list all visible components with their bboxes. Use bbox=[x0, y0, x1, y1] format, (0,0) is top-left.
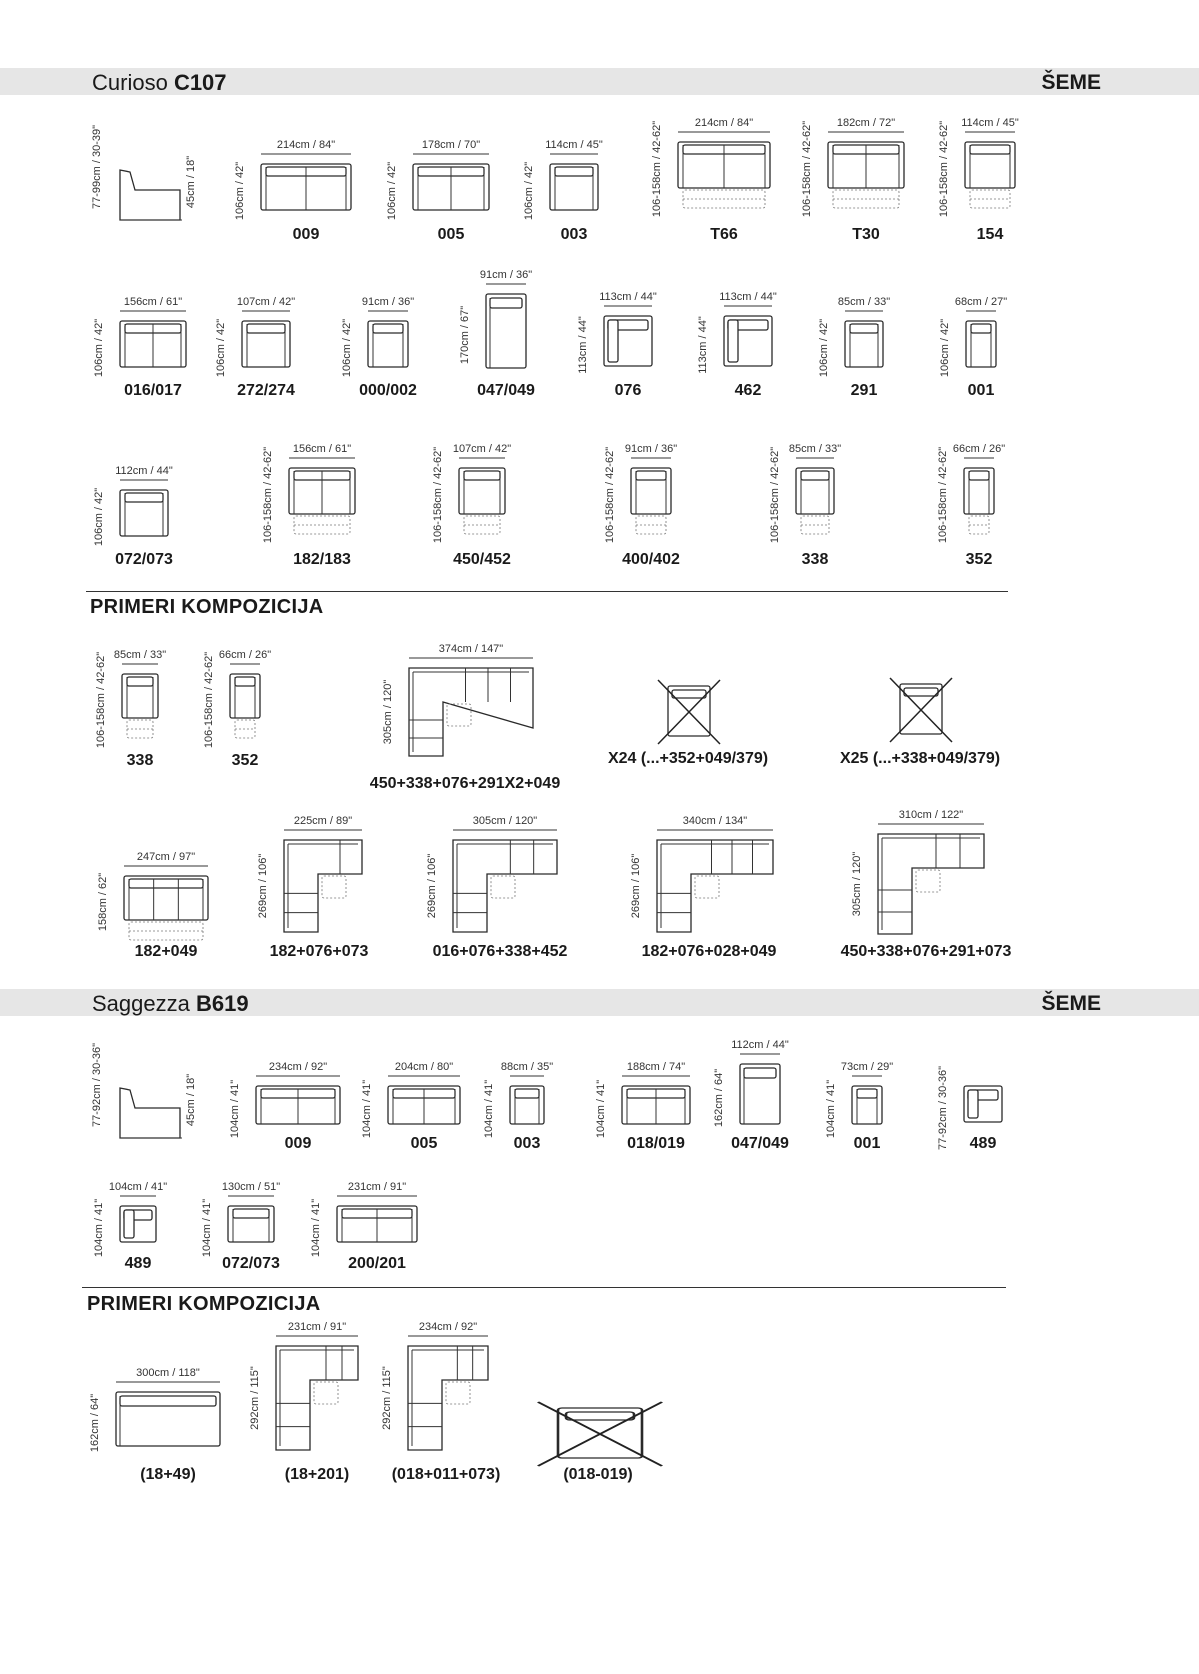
height-dimension: 269cm / 106" bbox=[630, 853, 642, 919]
module-code: 352 bbox=[231, 752, 259, 769]
width-dimension: 310cm / 122" bbox=[898, 809, 964, 821]
composition-plan bbox=[380, 1320, 500, 1464]
width-dimension: 73cm / 29" bbox=[840, 1061, 894, 1073]
width-dimension: 85cm / 33" bbox=[837, 296, 891, 308]
module-code: 072/073 bbox=[115, 551, 173, 568]
module-drawing bbox=[522, 136, 610, 232]
composition-drawing bbox=[381, 642, 545, 770]
module-code: 005 bbox=[410, 1135, 438, 1152]
module-code: 200/201 bbox=[348, 1255, 406, 1272]
module-489 bbox=[936, 1058, 1014, 1151]
module-462 bbox=[696, 288, 784, 388]
width-dimension: 300cm / 118" bbox=[136, 1367, 200, 1379]
curioso-model: C107 bbox=[173, 70, 227, 95]
height-dimension: 106cm / 42" bbox=[386, 161, 398, 221]
module-drawing bbox=[936, 1058, 1014, 1151]
module-drawing bbox=[88, 1364, 232, 1468]
height-dimension: 158cm / 62" bbox=[97, 872, 109, 932]
composition-drawing bbox=[850, 808, 996, 948]
width-dimension: 234cm / 92" bbox=[418, 1321, 478, 1333]
module-drawing bbox=[309, 1178, 429, 1264]
composition-plan bbox=[248, 1320, 370, 1464]
height-dimension: 104cm / 41" bbox=[595, 1079, 607, 1139]
module-code: 352 bbox=[965, 551, 993, 568]
width-dimension: 104cm / 41" bbox=[108, 1181, 168, 1193]
module-code: 005 bbox=[437, 226, 465, 243]
width-dimension: 85cm / 33" bbox=[113, 649, 167, 661]
module-code: 450/452 bbox=[453, 551, 511, 568]
height-dimension: 106cm / 42" bbox=[215, 318, 227, 378]
module-drawing bbox=[228, 1058, 352, 1146]
module-drawing bbox=[92, 293, 198, 389]
composition-plan bbox=[256, 814, 374, 946]
width-dimension: 66cm / 26" bbox=[952, 443, 1006, 455]
composition-code: 016+076+338+452 bbox=[432, 943, 568, 960]
module-drawing bbox=[603, 440, 683, 544]
height-dimension: 106-158cm / 42-62" bbox=[95, 651, 107, 749]
module-code: 001 bbox=[853, 1135, 881, 1152]
curioso-seme-label: ŠEME bbox=[1041, 71, 1101, 94]
module-T30 bbox=[800, 114, 916, 218]
width-dimension: 113cm / 44" bbox=[599, 291, 657, 303]
module-drawing bbox=[824, 1058, 894, 1146]
composition-code: X24 (...+352+049/379) bbox=[607, 750, 769, 767]
height-dimension: 106-158cm / 42-62" bbox=[604, 446, 616, 544]
curioso-header-bar bbox=[0, 68, 1199, 95]
height-dimension: 106cm / 42" bbox=[234, 161, 246, 221]
module-182-049 bbox=[96, 848, 220, 942]
composition-code: 450+338+076+291X2+049 bbox=[369, 775, 561, 792]
composition-code: (018-019) bbox=[563, 1466, 633, 1483]
height-dimension: 106cm / 42" bbox=[341, 318, 353, 378]
width-dimension: 114cm / 45" bbox=[961, 117, 1019, 129]
height-dimension: 113cm / 44" bbox=[577, 316, 589, 374]
height-dimension: 170cm / 67" bbox=[459, 305, 471, 365]
composition-plan bbox=[425, 814, 569, 946]
profile-height-dimension: 77-99cm / 30-39" bbox=[91, 124, 103, 210]
module-drawing bbox=[482, 1058, 556, 1146]
module--18-49- bbox=[88, 1364, 232, 1468]
module-code: 291 bbox=[850, 382, 878, 399]
width-dimension: 107cm / 42" bbox=[236, 296, 296, 308]
module-drawing bbox=[937, 114, 1027, 218]
module-code: 462 bbox=[734, 382, 762, 399]
module-047-049 bbox=[458, 266, 538, 390]
width-dimension: 113cm / 44" bbox=[719, 291, 777, 303]
width-dimension: 91cm / 36" bbox=[479, 269, 533, 281]
module-450-452 bbox=[431, 440, 517, 544]
module-code: (18+49) bbox=[140, 1466, 196, 1483]
height-dimension: 106-158cm / 42-62" bbox=[801, 120, 813, 218]
height-dimension: 77-92cm / 30-36" bbox=[937, 1065, 949, 1151]
composition-code: 450+338+076+291+073 bbox=[840, 943, 1012, 960]
composition-code: (018+011+073) bbox=[391, 1466, 501, 1483]
module-code: 400/402 bbox=[622, 551, 680, 568]
width-dimension: 68cm / 27" bbox=[954, 296, 1008, 308]
module-338 bbox=[768, 440, 846, 544]
height-dimension: 292cm / 115" bbox=[381, 1366, 393, 1430]
module-352 bbox=[202, 646, 272, 749]
module-code: 016/017 bbox=[124, 382, 182, 399]
height-dimension: 106-158cm / 42-62" bbox=[203, 651, 215, 749]
module-drawing bbox=[385, 136, 501, 232]
module-code: 338 bbox=[801, 551, 829, 568]
crossed-drawing bbox=[522, 1400, 682, 1470]
module-009 bbox=[228, 1058, 352, 1146]
module-352 bbox=[936, 440, 1006, 544]
module-code: 072/073 bbox=[222, 1255, 280, 1272]
composition-plan bbox=[381, 642, 545, 770]
module-drawing bbox=[712, 1036, 792, 1146]
height-dimension: 104cm / 41" bbox=[483, 1079, 495, 1139]
module-drawing bbox=[696, 288, 784, 388]
composition-plan bbox=[850, 808, 996, 948]
module-T66 bbox=[650, 114, 782, 218]
crossed-drawing bbox=[650, 678, 730, 748]
divider bbox=[86, 591, 1008, 592]
module-drawing bbox=[94, 646, 170, 749]
height-dimension: 104cm / 41" bbox=[310, 1198, 322, 1258]
module-076 bbox=[576, 288, 664, 388]
width-dimension: 107cm / 42" bbox=[452, 443, 512, 455]
width-dimension: 130cm / 51" bbox=[221, 1181, 281, 1193]
module-005 bbox=[360, 1058, 472, 1146]
module-drawing bbox=[233, 136, 363, 232]
width-dimension: 178cm / 70" bbox=[421, 139, 481, 151]
module-code: 182+049 bbox=[134, 943, 198, 960]
composition-drawing bbox=[380, 1320, 500, 1464]
height-dimension: 104cm / 41" bbox=[201, 1198, 213, 1258]
composition-drawing bbox=[629, 814, 785, 946]
width-dimension: 88cm / 35" bbox=[500, 1061, 554, 1073]
module-code: 489 bbox=[969, 1135, 997, 1152]
width-dimension: 182cm / 72" bbox=[836, 117, 896, 129]
width-dimension: 340cm / 134" bbox=[682, 815, 748, 827]
module-code: 047/049 bbox=[731, 1135, 789, 1152]
height-dimension: 269cm / 106" bbox=[257, 853, 269, 919]
module-drawing bbox=[202, 646, 272, 749]
height-dimension: 104cm / 41" bbox=[93, 1198, 105, 1258]
saggezza-seme-label: ŠEME bbox=[1041, 992, 1101, 1015]
module-code: T66 bbox=[710, 226, 738, 243]
module-338 bbox=[94, 646, 170, 749]
width-dimension: 214cm / 84" bbox=[276, 139, 336, 151]
module-072-073 bbox=[200, 1178, 286, 1264]
module-009 bbox=[233, 136, 363, 232]
width-dimension: 66cm / 26" bbox=[218, 649, 272, 661]
module-200-201 bbox=[309, 1178, 429, 1264]
module-drawing bbox=[768, 440, 846, 544]
height-dimension: 305cm / 120" bbox=[851, 851, 863, 917]
profile-seat-dimension: 45cm / 18" bbox=[185, 1073, 197, 1127]
saggezza-header-bar bbox=[0, 989, 1199, 1016]
module-code: 489 bbox=[124, 1255, 152, 1272]
width-dimension: 188cm / 74" bbox=[626, 1061, 686, 1073]
module-drawing bbox=[458, 266, 538, 390]
crossed-composition bbox=[882, 676, 962, 746]
composition-code: 182+076+028+049 bbox=[641, 943, 777, 960]
module-drawing bbox=[817, 293, 895, 389]
saggezza-name: Saggezza bbox=[92, 991, 190, 1016]
module-drawing bbox=[650, 114, 782, 218]
width-dimension: 156cm / 61" bbox=[292, 443, 352, 455]
saggezza-title bbox=[92, 991, 249, 1017]
height-dimension: 269cm / 106" bbox=[426, 853, 438, 919]
crossed-composition bbox=[650, 678, 730, 748]
composition-plan bbox=[629, 814, 785, 946]
module-drawing bbox=[92, 462, 180, 558]
height-dimension: 106cm / 42" bbox=[523, 161, 535, 221]
height-dimension: 106-158cm / 42-62" bbox=[769, 446, 781, 544]
module-code: 338 bbox=[126, 752, 154, 769]
module-code: 018/019 bbox=[627, 1135, 685, 1152]
width-dimension: 247cm / 97" bbox=[136, 851, 196, 863]
module-code: 272/274 bbox=[237, 382, 295, 399]
module-000-002 bbox=[340, 293, 420, 389]
module-code: 003 bbox=[513, 1135, 541, 1152]
module-code: 154 bbox=[976, 226, 1004, 243]
profile-drawing bbox=[90, 112, 210, 222]
profile-height-dimension: 77-92cm / 30-36" bbox=[91, 1042, 103, 1128]
crossed-composition bbox=[522, 1400, 682, 1470]
module-code: 003 bbox=[560, 226, 588, 243]
module-drawing bbox=[360, 1058, 472, 1146]
width-dimension: 231cm / 91" bbox=[287, 1321, 347, 1333]
profile-side-view bbox=[90, 1030, 210, 1140]
module-001 bbox=[938, 293, 1008, 389]
module-drawing bbox=[96, 848, 220, 942]
module-drawing bbox=[594, 1058, 702, 1146]
width-dimension: 305cm / 120" bbox=[472, 815, 538, 827]
height-dimension: 106cm / 42" bbox=[93, 487, 105, 547]
composition-code: (18+201) bbox=[284, 1466, 350, 1483]
height-dimension: 162cm / 64" bbox=[89, 1393, 101, 1453]
saggezza-compositions-title: PRIMERI KOMPOZICIJA bbox=[87, 1293, 321, 1315]
composition-drawing bbox=[256, 814, 374, 946]
module-018-019 bbox=[594, 1058, 702, 1146]
module-400-402 bbox=[603, 440, 683, 544]
width-dimension: 214cm / 84" bbox=[694, 117, 754, 129]
module-drawing bbox=[261, 440, 367, 544]
crossed-drawing bbox=[882, 676, 962, 746]
height-dimension: 305cm / 120" bbox=[382, 679, 394, 745]
height-dimension: 104cm / 41" bbox=[229, 1079, 241, 1139]
module-drawing bbox=[214, 293, 302, 389]
module-code: 047/049 bbox=[477, 382, 535, 399]
module-047-049 bbox=[712, 1036, 792, 1146]
height-dimension: 113cm / 44" bbox=[697, 316, 709, 374]
divider bbox=[82, 1287, 1006, 1288]
curioso-title bbox=[92, 70, 227, 96]
width-dimension: 91cm / 36" bbox=[624, 443, 678, 455]
width-dimension: 225cm / 89" bbox=[293, 815, 353, 827]
saggezza-model: B619 bbox=[195, 991, 249, 1016]
composition-drawing bbox=[248, 1320, 370, 1464]
module-489 bbox=[92, 1178, 168, 1264]
module-code: 076 bbox=[614, 382, 642, 399]
width-dimension: 85cm / 33" bbox=[788, 443, 842, 455]
height-dimension: 106cm / 42" bbox=[939, 318, 951, 378]
height-dimension: 106-158cm / 42-62" bbox=[938, 120, 950, 218]
module-drawing bbox=[92, 1178, 168, 1264]
module-291 bbox=[817, 293, 895, 389]
module-code: T30 bbox=[852, 226, 880, 243]
module-003 bbox=[482, 1058, 556, 1146]
height-dimension: 106cm / 42" bbox=[818, 318, 830, 378]
width-dimension: 114cm / 45" bbox=[545, 139, 603, 151]
height-dimension: 106-158cm / 42-62" bbox=[937, 446, 949, 544]
composition-code: 182+076+073 bbox=[269, 943, 369, 960]
module-code: 000/002 bbox=[359, 382, 417, 399]
module-code: 009 bbox=[284, 1135, 312, 1152]
profile-side-view bbox=[90, 112, 210, 222]
module-drawing bbox=[936, 440, 1006, 544]
height-dimension: 106cm / 42" bbox=[93, 318, 105, 378]
module-drawing bbox=[431, 440, 517, 544]
module-code: 182/183 bbox=[293, 551, 351, 568]
composition-drawing bbox=[425, 814, 569, 946]
module-drawing bbox=[576, 288, 664, 388]
height-dimension: 292cm / 115" bbox=[249, 1366, 261, 1430]
height-dimension: 104cm / 41" bbox=[825, 1079, 837, 1139]
profile-drawing bbox=[90, 1030, 210, 1140]
width-dimension: 374cm / 147" bbox=[438, 643, 504, 655]
module-code: 001 bbox=[967, 382, 995, 399]
height-dimension: 106-158cm / 42-62" bbox=[262, 446, 274, 544]
module-182-183 bbox=[261, 440, 367, 544]
width-dimension: 234cm / 92" bbox=[268, 1061, 328, 1073]
module-drawing bbox=[340, 293, 420, 389]
module-code: 009 bbox=[292, 226, 320, 243]
width-dimension: 112cm / 44" bbox=[731, 1039, 789, 1051]
height-dimension: 104cm / 41" bbox=[361, 1079, 373, 1139]
height-dimension: 162cm / 64" bbox=[713, 1068, 725, 1128]
width-dimension: 204cm / 80" bbox=[394, 1061, 454, 1073]
profile-seat-dimension: 45cm / 18" bbox=[185, 155, 197, 209]
curioso-name: Curioso bbox=[92, 70, 168, 95]
width-dimension: 112cm / 44" bbox=[115, 465, 173, 477]
module-154 bbox=[937, 114, 1027, 218]
module-072-073 bbox=[92, 462, 180, 558]
width-dimension: 91cm / 36" bbox=[361, 296, 415, 308]
height-dimension: 106-158cm / 42-62" bbox=[651, 120, 663, 218]
module-drawing bbox=[200, 1178, 286, 1264]
module-272-274 bbox=[214, 293, 302, 389]
module-005 bbox=[385, 136, 501, 232]
module-016-017 bbox=[92, 293, 198, 389]
height-dimension: 106-158cm / 42-62" bbox=[432, 446, 444, 544]
curioso-compositions-title: PRIMERI KOMPOZICIJA bbox=[90, 596, 324, 618]
module-001 bbox=[824, 1058, 894, 1146]
module-003 bbox=[522, 136, 610, 232]
width-dimension: 156cm / 61" bbox=[123, 296, 183, 308]
module-drawing bbox=[800, 114, 916, 218]
composition-code: X25 (...+338+049/379) bbox=[839, 750, 1001, 767]
module-drawing bbox=[938, 293, 1008, 389]
width-dimension: 231cm / 91" bbox=[347, 1181, 407, 1193]
